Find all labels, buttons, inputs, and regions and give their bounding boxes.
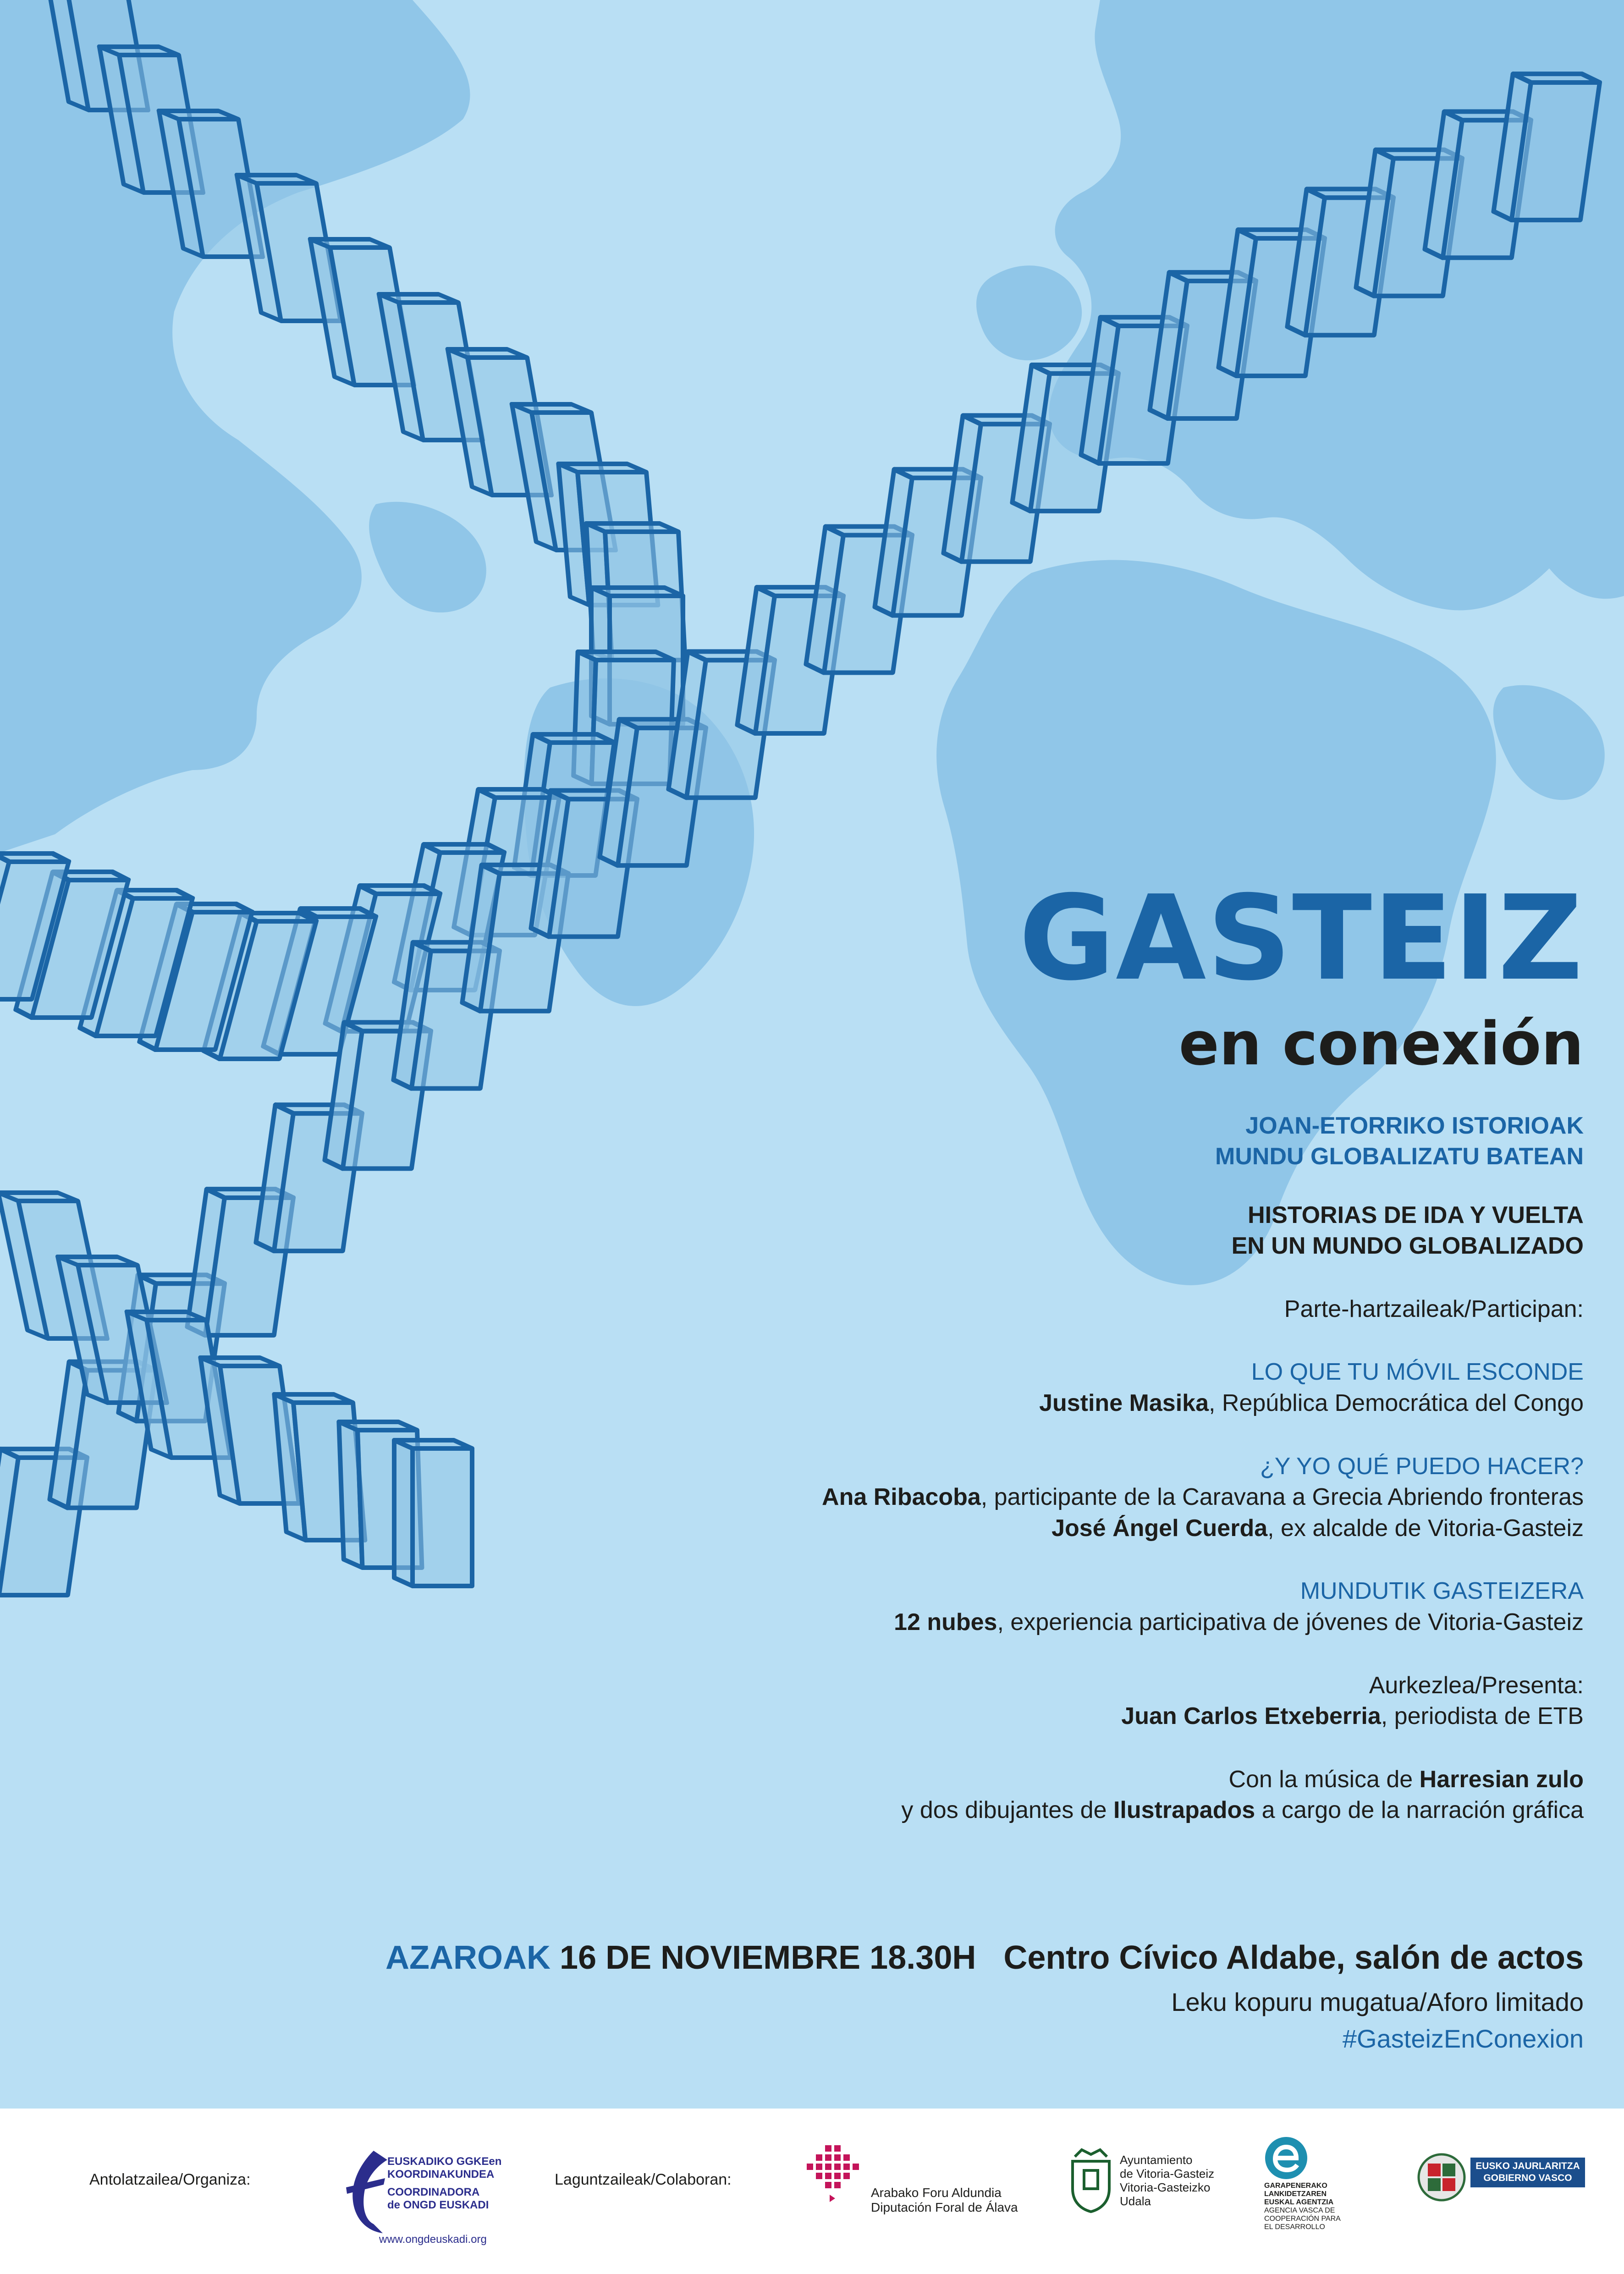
domino-tile — [1492, 74, 1601, 220]
agency-e-icon — [1264, 2136, 1308, 2180]
speaker-line — [392, 1513, 1584, 1544]
vitoria-logo-line3: Vitoria-Gasteizko — [1120, 2180, 1211, 2194]
agency-logo-line5: COOPERACIÓN PARA — [1264, 2214, 1341, 2223]
music-band: Harresian zulo — [1419, 1766, 1584, 1793]
ongd-logo-url: www.ongdeuskadi.org — [379, 2233, 487, 2246]
agency-logo-line1: GARAPENERAKO — [1264, 2182, 1327, 2190]
basque-government-crest-icon — [1416, 2152, 1467, 2202]
ongd-hand-icon — [341, 2146, 392, 2238]
tagline-spanish-line1: HISTORIAS DE IDA Y VUELTA — [1248, 1201, 1584, 1228]
talk-1 — [392, 1357, 1584, 1419]
music-prefix: Con la música de — [1228, 1766, 1420, 1793]
vitoria-crest-icon — [1066, 2145, 1116, 2214]
event-venue: Centro Cívico Aldabe, salón de actos — [1003, 1939, 1584, 1976]
speaker-detail: , experiencia participativa de jóvenes de Vitoria-Gasteiz — [997, 1609, 1584, 1636]
alava-logo-line2: Diputación Foral de Álava — [871, 2200, 1018, 2215]
illustrators-suffix: a cargo de la narración gráfica — [1255, 1797, 1584, 1824]
gov-logo-line2: GOBIERNO VASCO — [1483, 2173, 1572, 2184]
event-date-basque: AZAROAK — [385, 1939, 551, 1976]
alava-logo-line1: Arabako Foru Aldundia — [871, 2186, 1002, 2200]
capacity-note: Leku kopuru mugatua/Aforo limitado — [1171, 1988, 1584, 2016]
event-hashtag: #GasteizEnConexion — [1342, 2024, 1584, 2053]
vitoria-logo-line4: Udala — [1120, 2194, 1151, 2208]
speaker-name: Justine Masika — [1039, 1390, 1209, 1417]
vitoria-logo-line1: Ayuntamiento — [1120, 2153, 1193, 2167]
speaker-detail: , participante de la Caravana a Grecia Abriendo fronteras — [980, 1484, 1584, 1511]
event-date-spanish: 16 DE NOVIEMBRE 18.30H — [551, 1939, 976, 1976]
agency-logo-line6: EL DESARROLLO — [1264, 2223, 1325, 2231]
illustrators-group: Ilustrapados — [1113, 1797, 1255, 1824]
tagline-basque — [392, 1111, 1584, 1173]
vitoria-logo-line2: de Vitoria-Gasteiz — [1120, 2166, 1215, 2180]
talk-title: ¿Y YO QUÉ PUEDO HACER? — [1260, 1453, 1584, 1480]
talk-title: MUNDUTIK GASTEIZERA — [1300, 1578, 1584, 1605]
vitoria-gasteiz-logo — [1066, 2145, 1240, 2237]
footer-logos — [0, 2109, 1624, 2274]
ongd-logo-line2: KOORDINAKUNDEA — [387, 2168, 495, 2180]
event-date-venue — [209, 1939, 1584, 1977]
collaborators-label: Laguntzaileak/Colaboran: — [555, 2171, 732, 2188]
tagline-basque-line2: MUNDU GLOBALIZATU BATEAN — [1215, 1143, 1584, 1170]
cooperation-agency-logo — [1261, 2136, 1407, 2237]
ongd-logo-line1: EUSKADIKO GGKEen — [387, 2155, 502, 2168]
speaker-detail: , República Democrática del Congo — [1209, 1390, 1584, 1417]
organizer-label: Antolatzailea/Organiza: — [89, 2171, 251, 2188]
tagline-basque-line1: JOAN-ETORRIKO ISTORIOAK — [1245, 1112, 1584, 1139]
illustrators-prefix: y dos dibujantes de — [901, 1797, 1113, 1824]
presenter-name: Juan Carlos Etxeberria — [1121, 1703, 1381, 1730]
talk-2 — [392, 1451, 1584, 1544]
poster-subtitle: en conexión — [1178, 1009, 1584, 1079]
alava-logo — [807, 2145, 1027, 2237]
presenter-detail: , periodista de ETB — [1381, 1703, 1584, 1730]
ongd-logo-line4: de ONGD EUSKADI — [387, 2198, 489, 2211]
talk-3 — [392, 1576, 1584, 1638]
participants-label: Parte-hartzaileak/Participan: — [1284, 1295, 1584, 1322]
speaker-name: 12 nubes — [894, 1609, 997, 1636]
speaker-line — [392, 1388, 1584, 1419]
poster-title: GASTEIZ — [1018, 870, 1584, 1007]
ongd-logo-line3: COORDINADORA — [387, 2186, 480, 2199]
agency-logo-line2: LANKIDETZAREN — [1264, 2190, 1327, 2198]
music-line — [392, 1764, 1584, 1795]
event-info — [392, 870, 1584, 1826]
tagline-spanish-line2: EN UN MUNDO GLOBALIZADO — [1231, 1233, 1584, 1260]
agency-logo-line3: EUSKAL AGENTZIA — [1264, 2198, 1334, 2206]
speaker-line — [392, 1482, 1584, 1513]
talk-title: LO QUE TU MÓVIL ESCONDE — [1251, 1359, 1584, 1386]
presenter-line — [392, 1701, 1584, 1732]
agency-logo-line4: AGENCIA VASCA DE — [1264, 2206, 1335, 2214]
illustrators-line — [392, 1795, 1584, 1826]
presenter-label: Aurkezlea/Presenta: — [1369, 1672, 1584, 1699]
tagline-spanish — [392, 1200, 1584, 1262]
ongd-euskadi-logo — [341, 2142, 502, 2252]
gov-logo-line1: EUSKO JAURLARITZA — [1475, 2161, 1580, 2171]
speaker-line — [392, 1607, 1584, 1638]
alava-pixel-icon — [807, 2145, 866, 2205]
basque-government-banner — [1470, 2158, 1585, 2187]
speaker-name: José Ángel Cuerda — [1051, 1514, 1268, 1542]
speaker-detail: , ex alcalde de Vitoria-Gasteiz — [1267, 1514, 1584, 1542]
basque-government-logo — [1416, 2152, 1591, 2207]
speaker-name: Ana Ribacoba — [822, 1484, 981, 1511]
